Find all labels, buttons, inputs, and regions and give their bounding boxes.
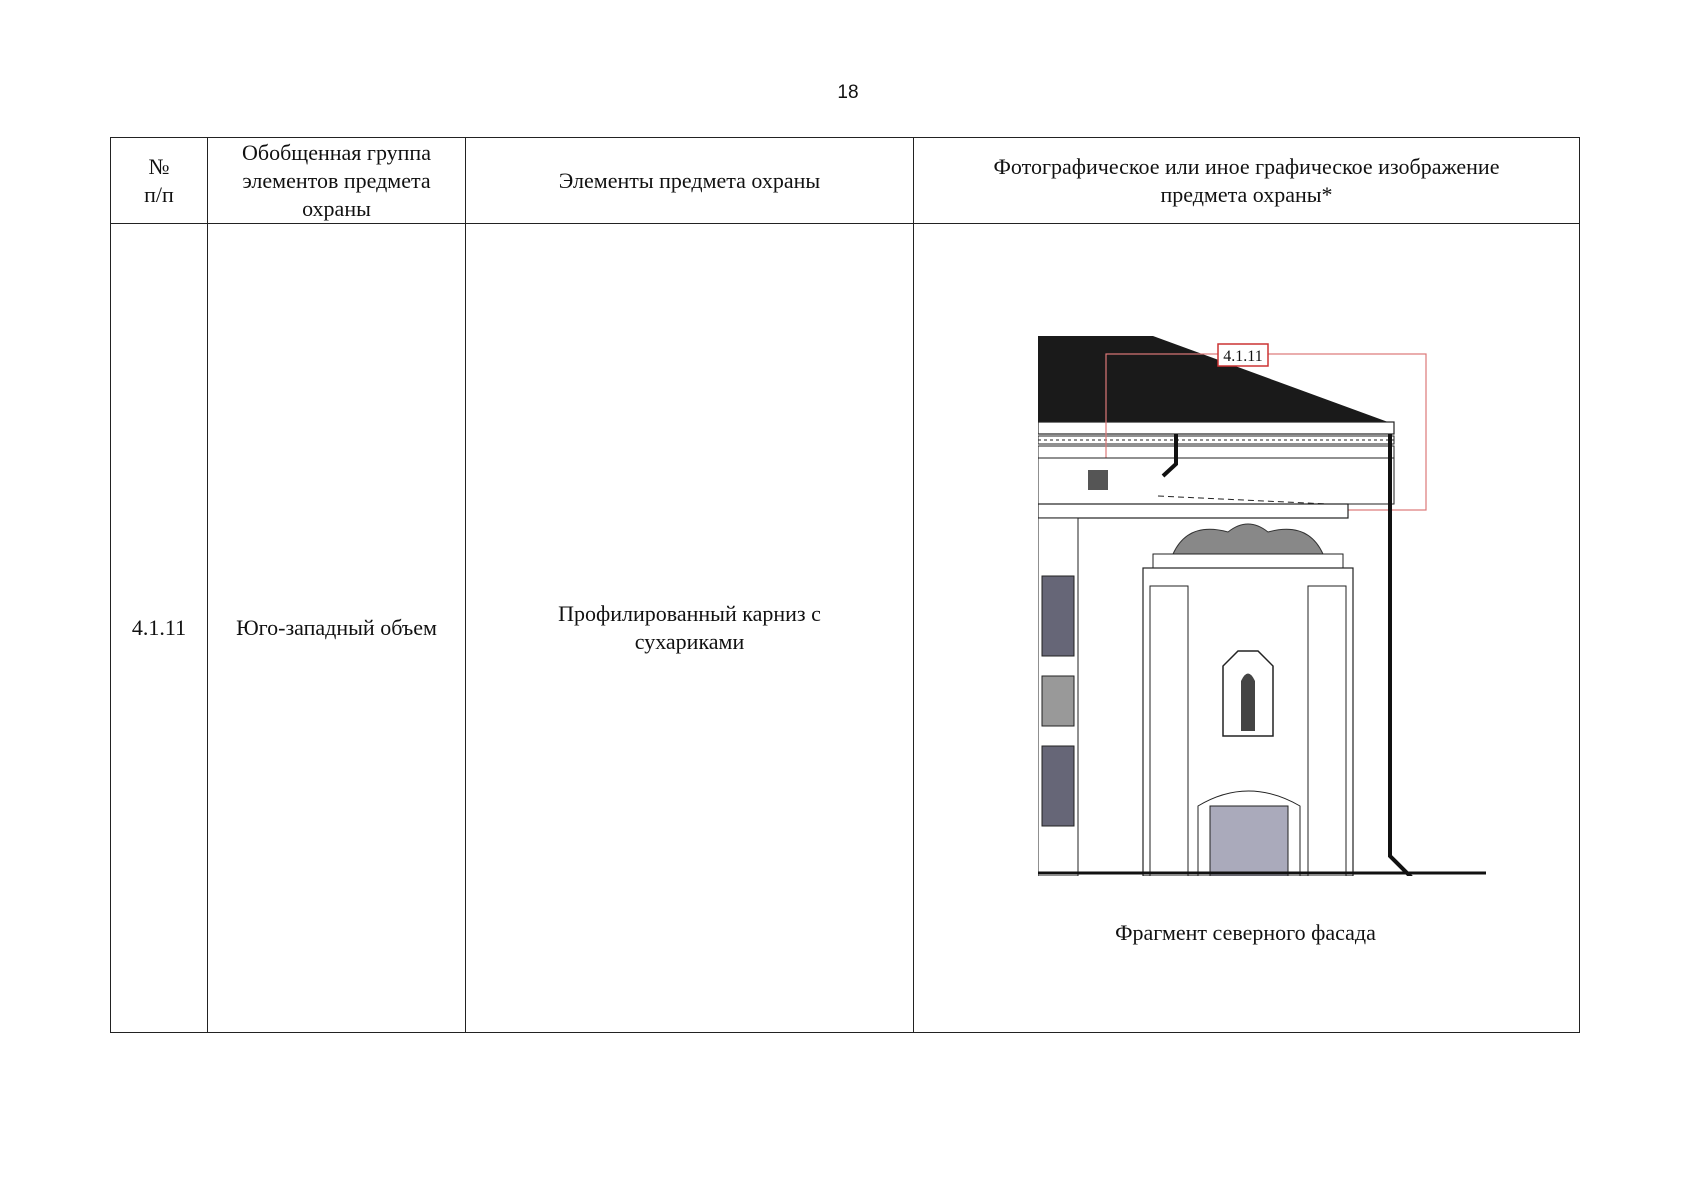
header-number-text: № п/п xyxy=(144,153,174,207)
row-number xyxy=(111,224,208,1032)
cartouche xyxy=(1173,524,1323,554)
door xyxy=(1210,806,1288,876)
column-left xyxy=(1150,586,1188,876)
window-upper xyxy=(1042,576,1074,656)
cornice-band xyxy=(1038,422,1394,434)
row-number-text: 4.1.11 xyxy=(131,615,187,640)
roof-shape xyxy=(1038,336,1388,422)
header-image-text: Фотографическое или иное графическое изображение предмета охраны* xyxy=(993,153,1500,207)
page-number: 18 xyxy=(837,82,859,103)
window-lower xyxy=(1042,746,1074,826)
table-header-row xyxy=(111,138,1579,224)
drawing-label: 4.1.11 xyxy=(1223,348,1263,365)
statue xyxy=(1241,674,1255,732)
ornament-square xyxy=(1088,470,1108,490)
row-group xyxy=(208,224,466,1032)
header-elements xyxy=(466,138,914,223)
header-elements-text: Элементы предмета охраны xyxy=(558,167,821,193)
row-element xyxy=(466,224,914,1032)
row-group-text: Юго-западный объем xyxy=(236,615,437,640)
image-caption: Фрагмент северного фасада xyxy=(1115,920,1376,945)
row-element-text: Профилированный карниз с сухариками xyxy=(558,601,821,654)
ornament-panel xyxy=(1042,676,1074,726)
header-group xyxy=(208,138,466,223)
facade-drawing xyxy=(1038,336,1486,876)
column-right xyxy=(1308,586,1346,876)
header-group-text: Обобщенная группа элементов предмета охраны xyxy=(242,139,431,221)
header-image xyxy=(914,138,1579,223)
header-number xyxy=(111,138,208,223)
